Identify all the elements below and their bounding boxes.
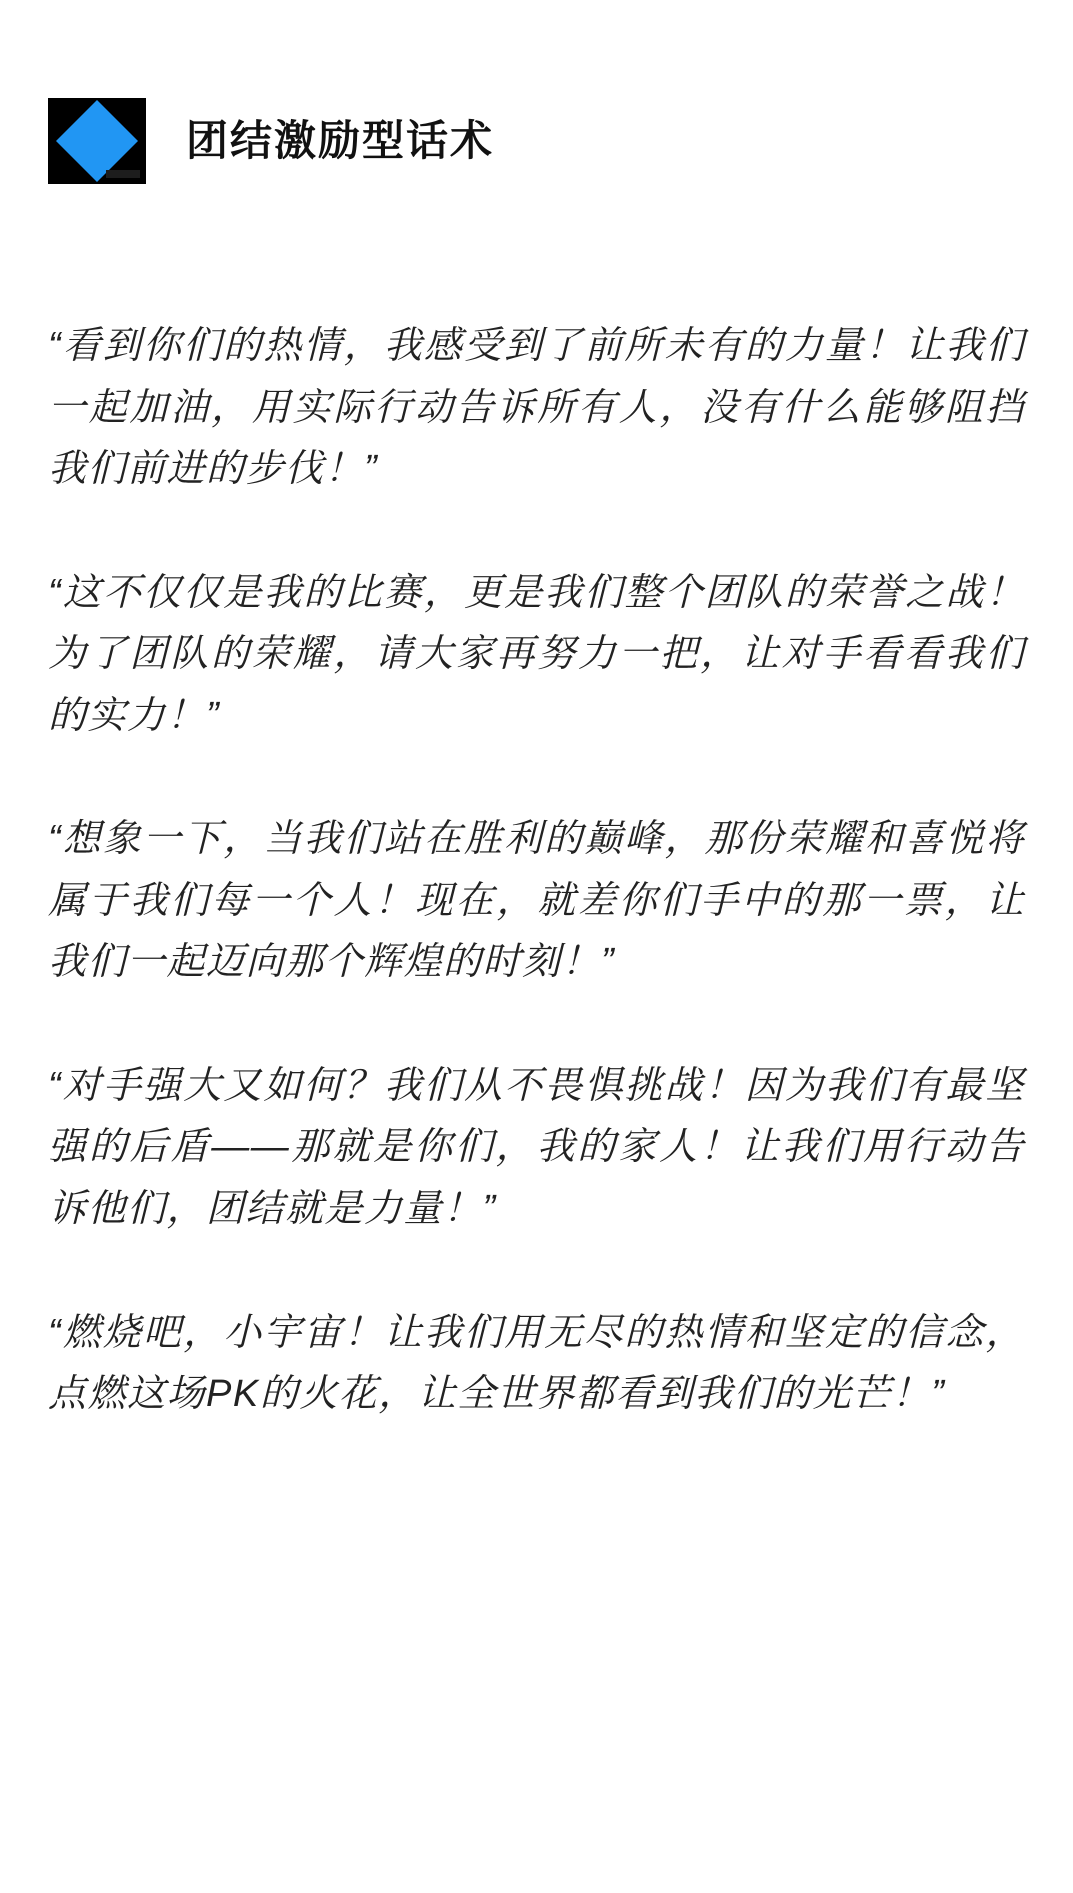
- quote-item: “这不仅仅是我的比赛，更是我们整个团队的荣誉之战！为了团队的荣耀，请大家再努力一把，让对手看看我们的实力！”: [48, 571, 1025, 737]
- quote-list: [0, 184, 1073, 1486]
- page-title: 团结激励型话术: [186, 117, 495, 164]
- logo-underline-mark-icon: [106, 170, 140, 178]
- quote-item: “对手强大又如何？我们从不畏惧挑战！因为我们有最坚强的后盾——那就是你们，我的家人！让我们用行动告诉他们，团结就是力量！”: [48, 1064, 1025, 1231]
- quote-item: “看到你们的热情，我感受到了前所未有的力量！让我们一起加油，用实际行动告诉所有人，没有什么能够阻挡我们前进的步伐！”: [48, 325, 1025, 491]
- quote-item: “想象一下，当我们站在胜利的巅峰，那份荣耀和喜悦将属于我们每一个人！现在，就差你们手中的那一票，让我们一起迈向那个辉煌的时刻！”: [48, 818, 1025, 984]
- blue-diamond-logo-icon: [48, 98, 146, 184]
- quote-item: “燃烧吧，小宇宙！让我们用无尽的热情和坚定的信念，点燃这场PK的火花，让全世界都看到我们的光芒！”: [48, 1311, 1025, 1416]
- document-header: [0, 0, 1073, 184]
